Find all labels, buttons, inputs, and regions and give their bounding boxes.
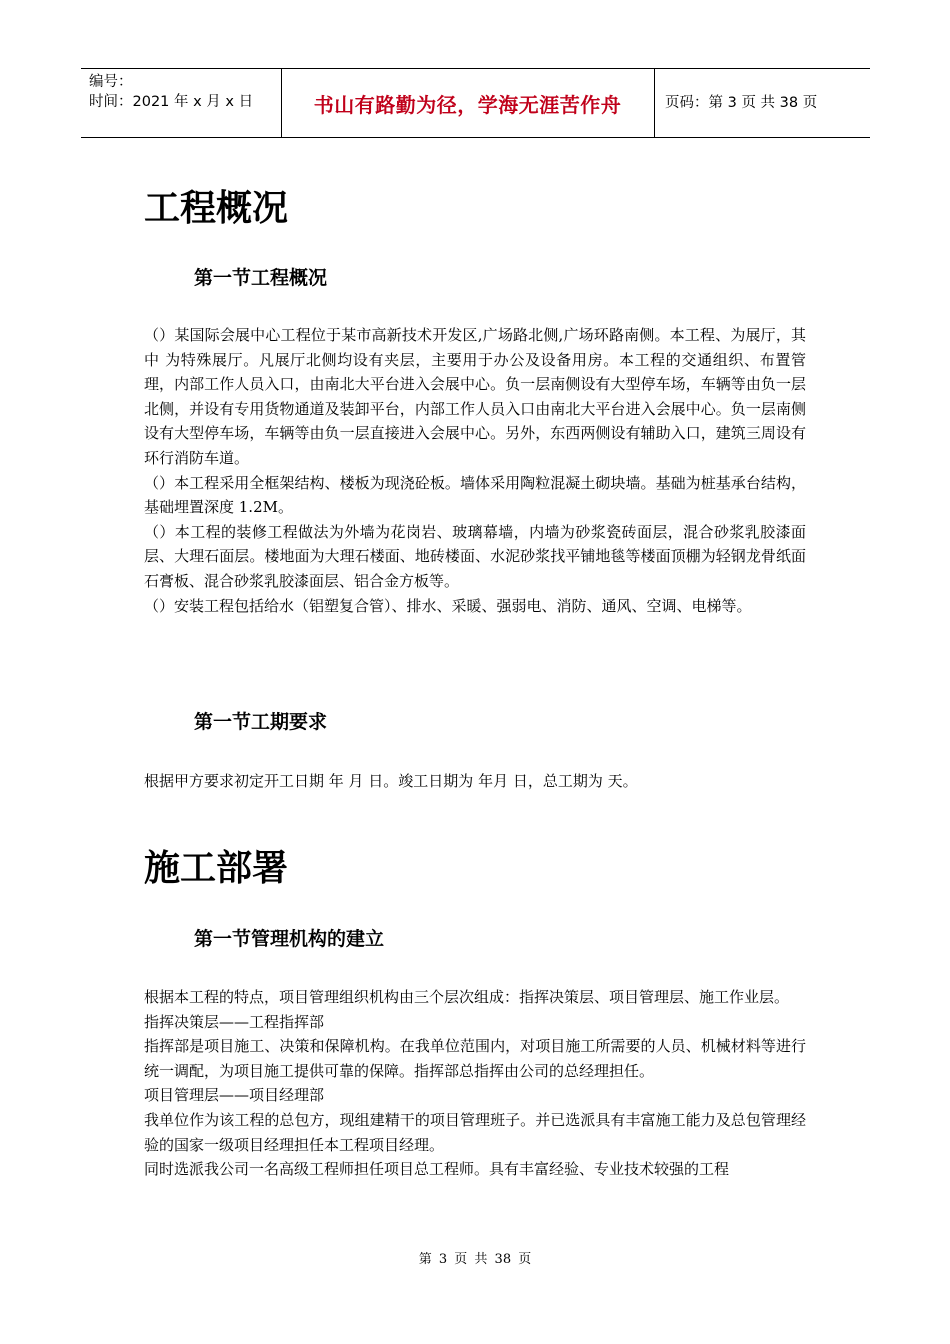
header-date-label: 时间：2021 年 x 月 x 日 <box>89 94 254 110</box>
overview-paragraph: （）某国际会展中心工程位于某市高新技术开发区,广场路北侧,广场环路南侧。本工程、为展厅，其中 为特殊展厅。凡展厅北侧均设有夹层，主要用于办公及设备用房。本工程的交通组织、布置管理，内部工作人员入口，由南北大平台进入会展中心。负一层南侧设有大型停车场，车辆等由负一层北侧，并设有专用货物通道及装卸平台，内部工作人员入口由南北大平台进入会展中心。负一层南侧设有大型停车场，车辆等由负一层直接进入会展中心。另外，东西两侧设有辅助入口，建筑三周设有环行消防车道。 <box>144 326 806 467</box>
subsection-title-overview: 第一节工程概况 <box>194 267 328 289</box>
deployment-paragraph: 我单位作为该工程的总包方，现组建精干的项目管理班子。并已选派具有丰富施工能力及总包管理经验的国家一级项目经理担任本工程项目经理。 <box>144 1110 806 1154</box>
schedule-paragraph: 根据甲方要求初定开工日期 年 月 日。竣工日期为 年月 日，总工期为 天。 <box>144 772 638 790</box>
deployment-body <box>144 985 806 1182</box>
header-number-label: 编号： <box>89 74 133 90</box>
header-motto: 书山有路勤为径，学海无涯苦作舟 <box>313 92 622 117</box>
deployment-paragraph: 根据本工程的特点，项目管理组织机构由三个层次组成：指挥决策层、项目管理层、施工作业层。 <box>144 988 790 1006</box>
header-meta <box>89 72 279 112</box>
deployment-paragraph: 指挥决策层——工程指挥部 <box>144 1012 325 1031</box>
overview-paragraph: （）安装工程包括给水（铝塑复合管）、排水、采暖、强弱电、消防、通风、空调、电梯等。 <box>144 596 752 615</box>
overview-body <box>144 323 806 618</box>
subsection-title-schedule: 第一节工期要求 <box>194 711 328 733</box>
header-divider <box>654 69 655 137</box>
schedule-body <box>144 769 806 794</box>
page-header <box>81 68 870 138</box>
section-title-deployment: 施工部署 <box>144 847 289 889</box>
header-page-info: 页码：第 3 页 共 38 页 <box>665 95 818 111</box>
deployment-paragraph: 同时选派我公司一名高级工程师担任项目总工程师。具有丰富经验、专业技术较强的工程 <box>144 1160 730 1179</box>
section-title-overview: 工程概况 <box>144 187 289 229</box>
overview-paragraph: （）本工程的装修工程做法为外墙为花岗岩、玻璃幕墙，内墙为砂浆瓷砖面层，混合砂浆乳胶漆面层、大理石面层。楼地面为大理石楼面、地砖楼面、水泥砂浆找平铺地毯等楼面顶棚为轻钢龙骨纸面石膏板、混合砂浆乳胶漆面层、铝合金方板等。 <box>144 522 806 590</box>
deployment-paragraph: 指挥部是项目施工、决策和保障机构。在我单位范围内，对项目施工所需要的人员、机械材料等进行统一调配，为项目施工提供可靠的保障。指挥部总指挥由公司的总经理担任。 <box>144 1037 806 1080</box>
deployment-paragraph: 项目管理层——项目经理部 <box>144 1086 325 1105</box>
page-footer: 第 3 页 共 38 页 <box>418 1252 532 1267</box>
subsection-title-management: 第一节管理机构的建立 <box>194 928 385 950</box>
overview-paragraph: （）本工程采用全框架结构、楼板为现浇砼板。墙体采用陶粒混凝土砌块墙。基础为桩基承台结构，基础埋置深度 1.2M。 <box>144 473 806 517</box>
